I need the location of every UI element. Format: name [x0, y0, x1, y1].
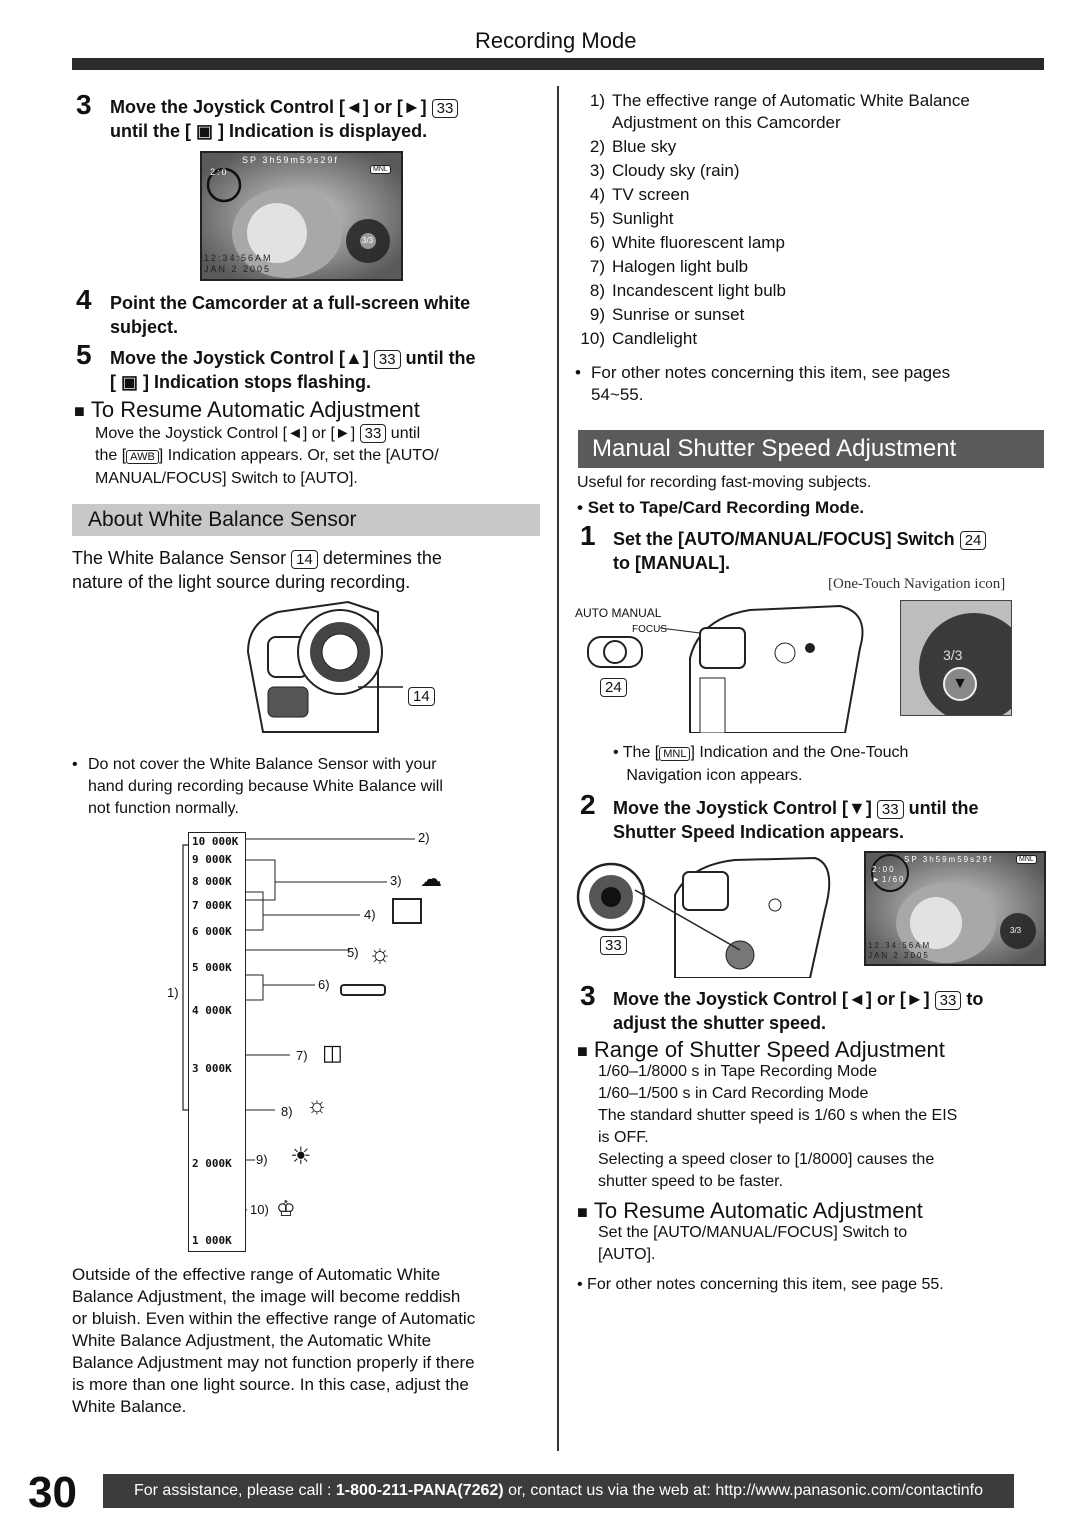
joystick-camcorder-illustration: [575, 850, 850, 978]
ref-badge: 33: [432, 99, 459, 118]
sensor-callout: 14: [408, 687, 435, 706]
tv-screen-icon: [392, 898, 422, 924]
lcd-screen-shutter: SP 3h59m59s29f MNL 2:00 ►1/60 12:34:56AM JAN 2 2005 3/3: [864, 851, 1046, 966]
light-bulb-icon: ☼: [306, 1092, 328, 1119]
step-3-text: Move the Joystick Control [◄] or [►] 33 until the [ ▣ ] Indication is displayed.: [110, 95, 540, 143]
other-notes-55: • For other notes concerning this item, see page 55.: [577, 1276, 944, 1293]
color-temperature-scale: 10 000K 9 000K 8 000K 7 000K 6 000K 5 000K 4 000K 3 000K 2 000K 1 000K: [188, 832, 246, 1252]
footer-bar: For assistance, please call : 1-800-211-PANA(7262) or, contact us via the web at: http://www.panasonic.com/contactinfo: [103, 1474, 1014, 1508]
section-bar-shutter: [578, 430, 1044, 468]
column-divider: [557, 86, 559, 1451]
lcd-screen-white-balance: SP 3h59m59s29f MNL 2:0 12:34:56AM JAN 2 2005 3/3: [200, 151, 403, 281]
shutter-step-1: Set the [AUTO/MANUAL/FOCUS] Switch 24 to [MANUAL].: [613, 527, 1053, 575]
awb-icon: AWB: [126, 450, 159, 464]
switch-labels: AUTO MANUAL: [575, 606, 662, 620]
light-source-list: 1) The effective range of Automatic White Balance Adjustment on this Camcorder 2) Blue sky 3) Cloudy sky (rain) 4) TV screen 5) Sunlight 6) White fluorescent lamp 7) Halogen light bulb 8) Incandescent light bulb 9) Sunrise or sunset 10) Candlelight: [580, 91, 970, 348]
section-title: Manual Shutter Speed Adjustment: [592, 435, 957, 462]
step-5-text: Move the Joystick Control [▲] 33 until the [ ▣ ] Indication stops flashing.: [110, 348, 476, 392]
resume-auto-text: Set the [AUTO/MANUAL/FOCUS] Switch to [AUTO].: [598, 1224, 908, 1263]
wb-manual-icon: ▣: [121, 372, 139, 392]
cloud-icon: ☁: [420, 866, 442, 891]
one-touch-navigation-icon: 3/3 ▼: [900, 600, 1012, 716]
subsection-title: ■ To Resume Automatic Adjustment: [577, 1198, 923, 1223]
header-rule: [72, 58, 1044, 70]
mnl-note: • The [ MNL ] Indication and the One-Touch Navigation icon appears.: [613, 744, 909, 784]
step-4-text: Point the Camcorder at a full-screen white subject.: [110, 293, 471, 337]
page-header-title: Recording Mode: [475, 28, 637, 53]
fluorescent-lamp-icon: [340, 984, 386, 996]
camcorder-side-illustration: [660, 598, 885, 733]
auto-manual-focus-switch[interactable]: [587, 636, 643, 668]
nav-icon-caption: [One-Touch Navigation icon]: [828, 576, 1006, 592]
subsection-title: ■ To Resume Automatic Adjustment: [74, 397, 420, 422]
step-number: 3: [76, 89, 92, 120]
subsection-title: ■ Range of Shutter Speed Adjustment: [577, 1037, 945, 1062]
shutter-step-3: Move the Joystick Control [◄] or [►] 33 to adjust the shutter speed.: [613, 989, 984, 1033]
shutter-step-2: Move the Joystick Control [▼] 33 until the Shutter Speed Indication appears.: [613, 798, 979, 842]
range-text: 1/60–1/8000 s in Tape Recording Mode 1/60–1/500 s in Card Recording Mode The standard shutter speed is 1/60 s when the EIS is OFF. Selecting a speed closer to [1/8000] causes the shutter speed to be faster.: [598, 1063, 958, 1190]
sunrise-icon: ☀: [290, 1143, 312, 1170]
scale-leader-lines: [165, 830, 465, 1250]
page-number: 30: [28, 1468, 77, 1517]
mnl-icon: MNL: [659, 747, 690, 761]
halogen-bulb-icon: ◫: [322, 1040, 343, 1065]
about-text: The White Balance Sensor 14 determines the nature of the light source during recording.: [72, 548, 442, 592]
outside-paragraph: Outside of the effective range of Automatic White Balance Adjustment, the image will become reddish or bluish. Even within the effective range of Automatic White Balance Adjustment, the Automatic White Balance Adjustment may not function properly if there is more than one light source. In this case, adjust the White Balance.: [72, 1265, 476, 1416]
sun-icon: ☼: [368, 938, 392, 968]
camcorder-front-illustration: [228, 592, 458, 742]
section-bar-about: About White Balance Sensor: [72, 504, 540, 536]
down-arrow-icon[interactable]: ▼: [943, 667, 977, 701]
wb-manual-icon: ▣: [196, 121, 214, 141]
set-mode-note: • Set to Tape/Card Recording Mode.: [577, 498, 865, 517]
resume-text: Move the Joystick Control [◄] or [►] 33 until the [ AWB ] Indication appears. Or, set the [AUTO/ MANUAL/FOCUS] Switch to [AUTO].: [95, 425, 439, 487]
candle-icon: ♔: [276, 1196, 296, 1221]
